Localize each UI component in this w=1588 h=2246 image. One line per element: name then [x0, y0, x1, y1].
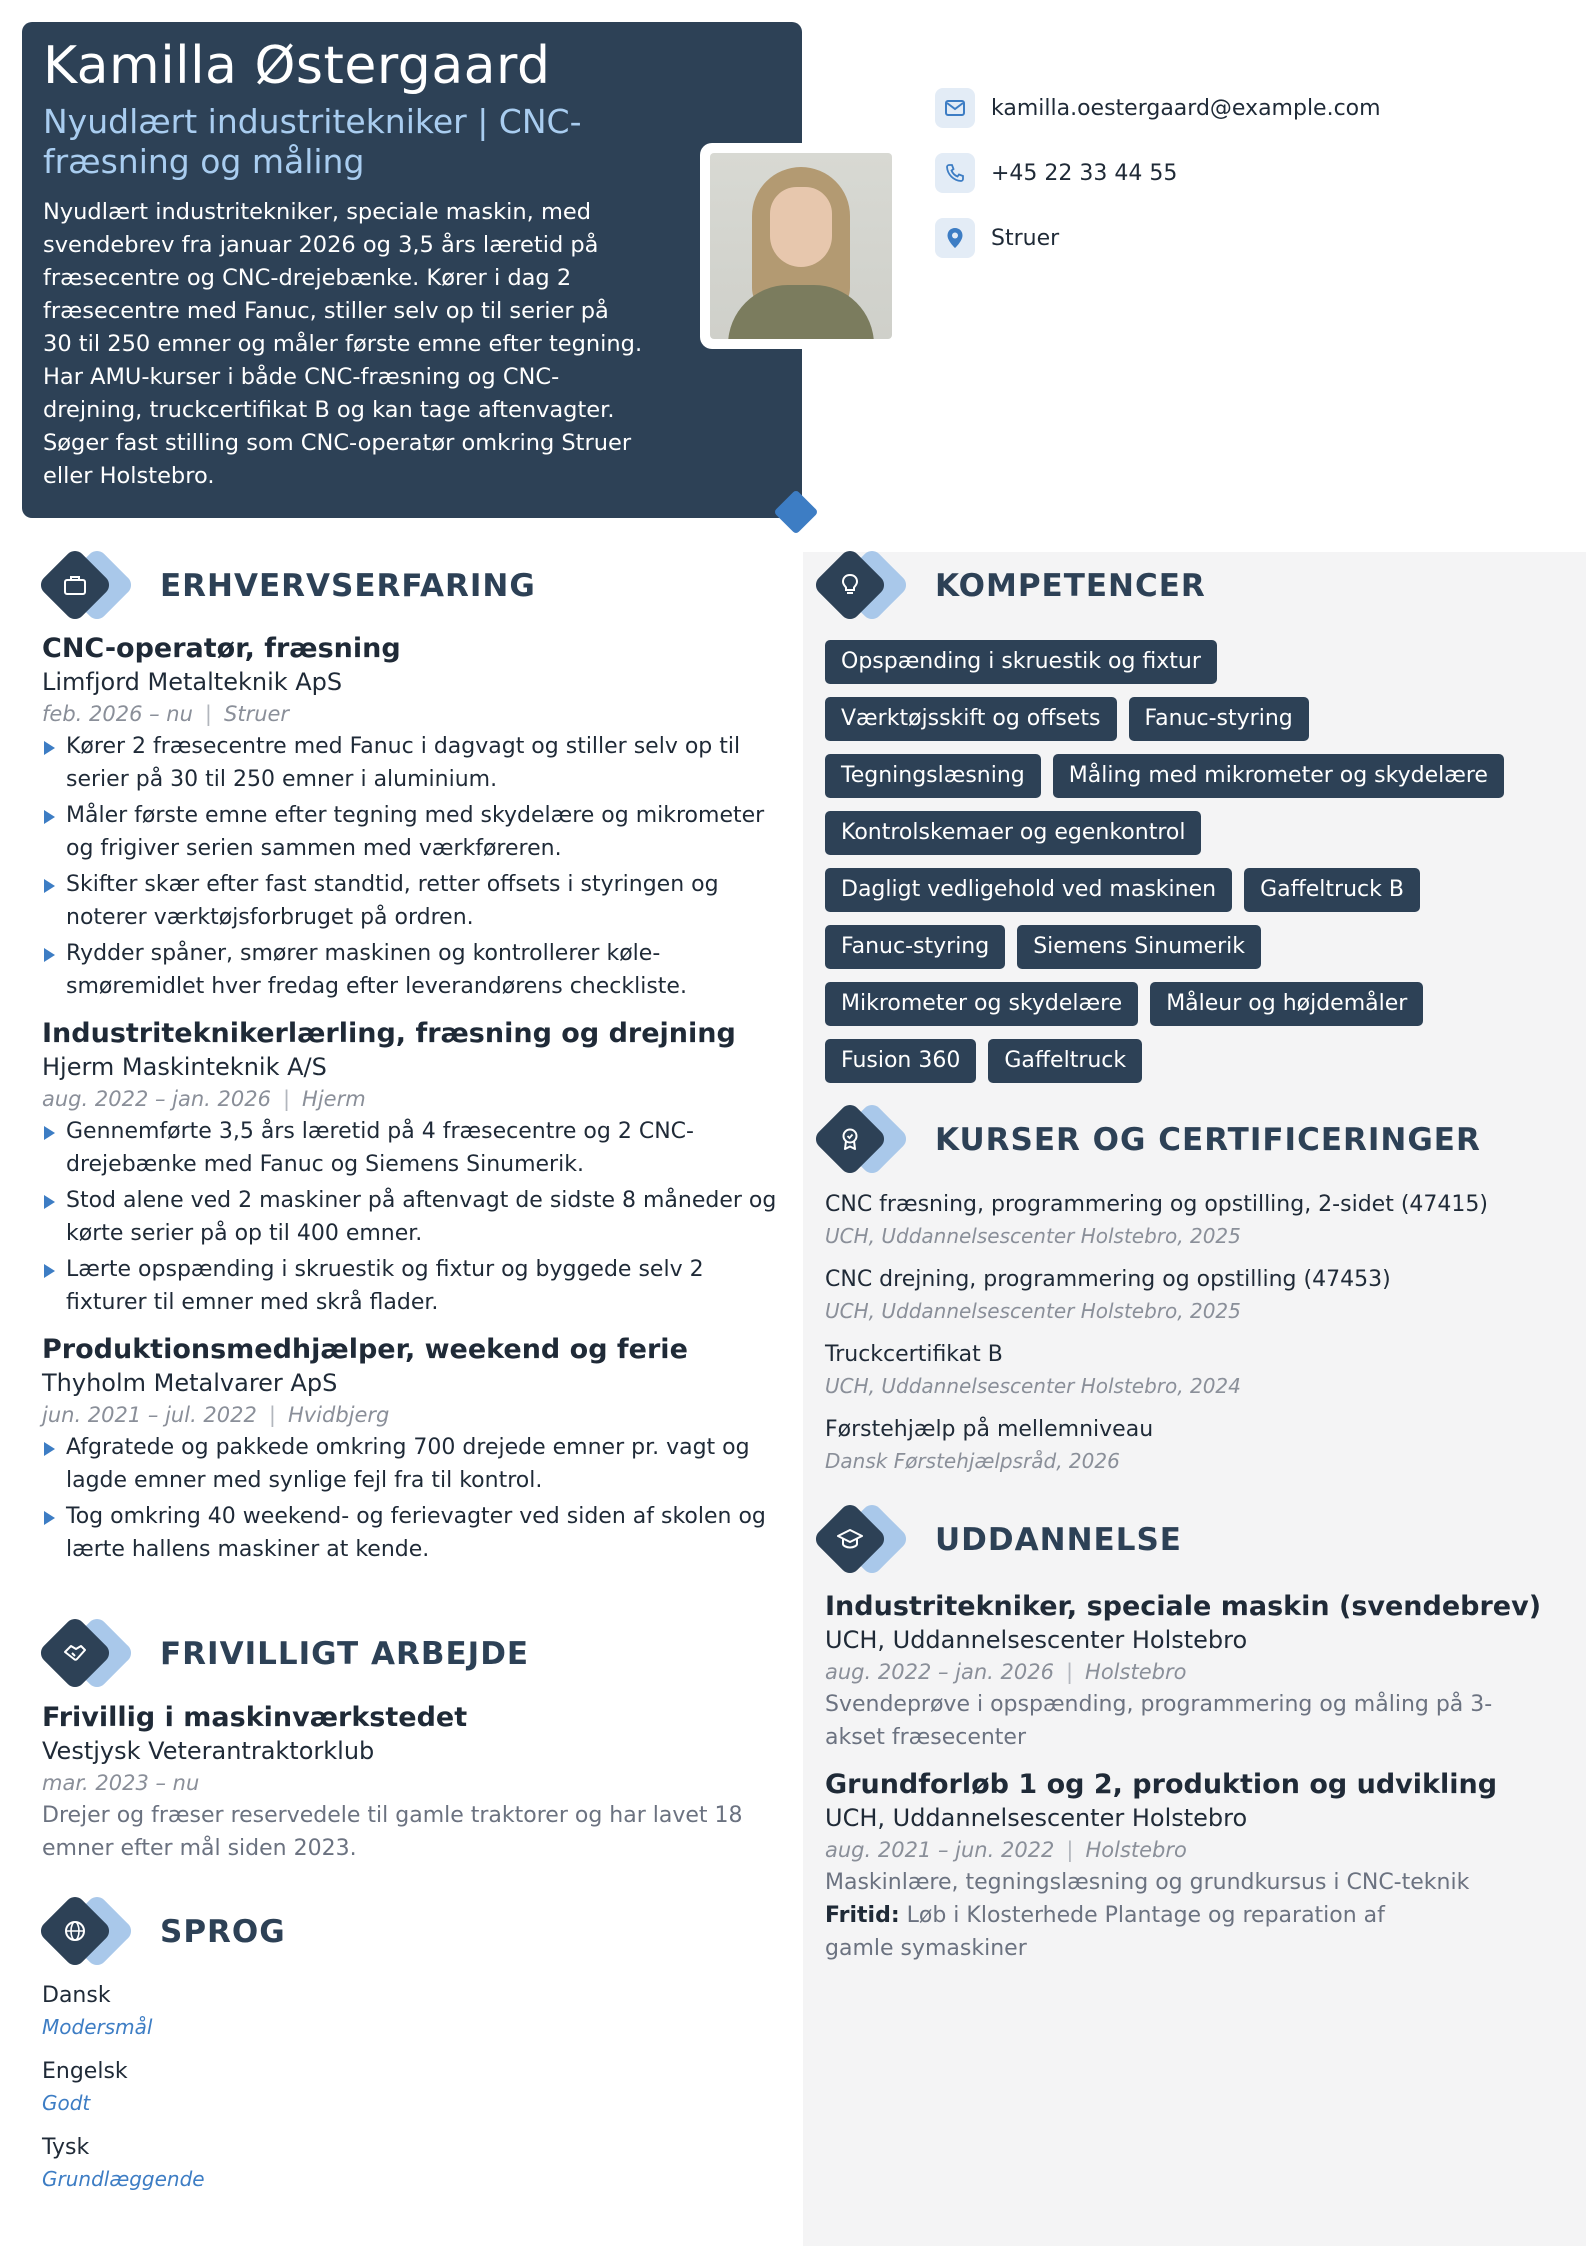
- profile-summary: Nyudlært industritekniker, speciale maskin, med svendebrev fra januar 2026 og 3,5 års læretid på fræsecentre og CNC-drejebænke. Kører i dag 2 fræsecentre med Fanuc, stiller selv op til serier på 30 til 250 emner og måler første emne efter tegning. Har AMU-kurser i både CNC-fræsning og CNC-drejning, truckcertifikat B og kan tage aftenvagter. Søger fast stilling som CNC-operatør omkring Struer eller Holstebro.: [43, 199, 643, 489]
- job-meta: jun. 2021 – jul. 2022 | Hvidbjerg: [42, 1403, 390, 1427]
- bullet-item: Stod alene ved 2 maskiner på aftenvagt de sidste 8 måneder og kørte serier på op til 400 emner.: [42, 1184, 777, 1250]
- courses-list: [825, 1189, 1565, 1489]
- skill-tag: Siemens Sinumerik: [1017, 925, 1261, 969]
- volunteer-title: Frivillig i maskinværkstedet: [42, 1702, 468, 1733]
- languages-list: [42, 1979, 777, 2207]
- school: UCH, Uddannelsescenter Holstebro: [825, 1626, 1248, 1654]
- education-meta: aug. 2022 – jan. 2026 | Holstebro: [825, 1660, 1187, 1684]
- employer: Limfjord Metalteknik ApS: [42, 668, 343, 696]
- lightbulb-icon: [837, 572, 863, 598]
- skill-tag: Fanuc-styring: [1129, 697, 1309, 741]
- education-list: [825, 1590, 1565, 1965]
- skills-tags: [825, 640, 1525, 1096]
- bullet-item: Afgratede og pakkede omkring 700 drejede emner pr. vagt og lagde emner med synlige fejl fra til kontrol.: [42, 1431, 777, 1497]
- job-meta: feb. 2026 – nu | Struer: [42, 702, 290, 726]
- skill-tag: Måling med mikrometer og skydelære: [1053, 754, 1504, 798]
- contact-location: [935, 218, 1381, 258]
- candidate-name: Kamilla Østergaard: [43, 36, 551, 96]
- school: UCH, Uddannelsescenter Holstebro: [825, 1804, 1248, 1832]
- education-description: Maskinlære, tegningslæsning og grundkursus i CNC-teknik: [825, 1870, 1470, 1895]
- globe-icon: [62, 1918, 88, 1944]
- bullet-item: Lærte opspænding i skruestik og fixtur og byggede selv 2 fixturer til emner med skrå flader.: [42, 1253, 777, 1319]
- skill-tag: Dagligt vedligehold ved maskinen: [825, 868, 1232, 912]
- contact-phone[interactable]: [935, 153, 1381, 193]
- email-text: kamilla.oestergaard@example.com: [991, 95, 1381, 121]
- bullet-item: Rydder spåner, smører maskinen og kontrollerer køle-smøremidlet hver fredag efter leverandørens checkliste.: [42, 937, 777, 1003]
- experience-entry: [42, 1017, 777, 1319]
- profile-photo: [710, 153, 892, 339]
- graduation-cap-icon: [837, 1526, 863, 1552]
- contact-email[interactable]: [935, 88, 1381, 128]
- skill-tag: Gaffeltruck B: [1244, 868, 1420, 912]
- phone-icon: [935, 153, 975, 193]
- skill-tag: Kontrolskemaer og egenkontrol: [825, 811, 1201, 855]
- handshake-icon: [62, 1640, 88, 1666]
- skill-tag: Værktøjsskift og offsets: [825, 697, 1117, 741]
- skill-tag: Måleur og højdemåler: [1150, 982, 1423, 1026]
- skill-tag: Gaffeltruck: [988, 1039, 1142, 1083]
- section-heading-languages: SPROG: [42, 1892, 286, 1972]
- degree-title: Grundforløb 1 og 2, produktion og udvikling: [825, 1769, 1498, 1800]
- job-title: Produktionsmedhjælper, weekend og ferie: [42, 1334, 688, 1365]
- section-heading-education: UDDANNELSE: [817, 1500, 1182, 1580]
- job-title: CNC-operatør, fræsning: [42, 633, 401, 664]
- job-meta: aug. 2022 – jan. 2026 | Hjerm: [42, 1087, 366, 1111]
- language-item: Tysk Grundlæggende: [42, 2135, 205, 2191]
- section-heading-volunteer: FRIVILLIGT ARBEJDE: [42, 1614, 529, 1694]
- job-bullets: [42, 1115, 777, 1319]
- education-extra: Fritid: Løb i Klosterhede Plantage og reparation af gamle symaskiner: [825, 1903, 1385, 1961]
- certificate-icon: [837, 1126, 863, 1152]
- section-heading-experience: ERHVERVSERFARING: [42, 546, 536, 626]
- course-item: CNC fræsning, programmering og opstilling, 2-sidet (47415) UCH, Uddannelsescenter Holstebro, 2025: [825, 1192, 1488, 1248]
- bullet-item: Skifter skær efter fast standtid, retter offsets i styringen og noterer værktøjsforbruget på ordren.: [42, 868, 777, 934]
- header-card: [22, 22, 802, 518]
- location-pin-icon: [935, 218, 975, 258]
- experience-entry: [42, 632, 777, 1003]
- bullet-item: Kører 2 fræsecentre med Fanuc i dagvagt og stiller selv op til serier på 30 til 250 emner i aluminium.: [42, 730, 777, 796]
- course-item: CNC drejning, programmering og opstilling (47453) UCH, Uddannelsescenter Holstebro, 2025: [825, 1267, 1391, 1323]
- job-bullets: [42, 730, 777, 1003]
- bullet-item: Måler første emne efter tegning med skydelære og mikrometer og frigiver serien sammen med værkføreren.: [42, 799, 777, 865]
- volunteer-description: Drejer og fræser reservedele til gamle traktorer og har lavet 18 emner efter mål siden 2023.: [42, 1803, 743, 1861]
- section-heading-courses: KURSER OG CERTIFICERINGER: [817, 1100, 1481, 1180]
- volunteer-date: mar. 2023 – nu: [42, 1771, 200, 1795]
- bullet-item: Gennemførte 3,5 års læretid på 4 fræsecentre og 2 CNC-drejebænke med Fanuc og Siemens Sinumerik.: [42, 1115, 777, 1181]
- degree-title: Industritekniker, speciale maskin (svendebrev): [825, 1591, 1542, 1622]
- skill-tag: Opspænding i skruestik og fixtur: [825, 640, 1217, 684]
- volunteer-org: Vestjysk Veterantraktorklub: [42, 1737, 375, 1765]
- skill-tag: Mikrometer og skydelære: [825, 982, 1138, 1026]
- skill-tag: Fusion 360: [825, 1039, 976, 1083]
- employer: Thyholm Metalvarer ApS: [42, 1369, 338, 1397]
- skill-tag: Tegningslæsning: [825, 754, 1041, 798]
- experience-list: [42, 632, 777, 1569]
- course-item: Førstehjælp på mellemniveau Dansk Førstehjælpsråd, 2026: [825, 1417, 1154, 1473]
- bullet-item: Tog omkring 40 weekend- og ferievagter ved siden af skolen og lærte hallens maskiner at kende.: [42, 1500, 777, 1566]
- mail-icon: [935, 88, 975, 128]
- profile-photo-frame: [700, 143, 902, 349]
- location-text: Struer: [991, 225, 1060, 251]
- volunteer-entry: [42, 1701, 777, 1865]
- skill-tag: Fanuc-styring: [825, 925, 1005, 969]
- job-title: Industriteknikerlærling, fræsning og drejning: [42, 1018, 736, 1049]
- education-entry: [825, 1768, 1565, 1965]
- education-meta: aug. 2021 – jun. 2022 | Holstebro: [825, 1838, 1187, 1862]
- education-description: Svendeprøve i opspænding, programmering og måling på 3-akset fræsecenter: [825, 1692, 1493, 1750]
- education-entry: [825, 1590, 1565, 1754]
- course-item: Truckcertifikat B UCH, Uddannelsescenter Holstebro, 2024: [825, 1342, 1241, 1398]
- job-bullets: [42, 1431, 777, 1566]
- language-item: Engelsk Godt: [42, 2059, 128, 2115]
- language-item: Dansk Modersmål: [42, 1983, 153, 2039]
- section-heading-skills: KOMPETENCER: [817, 546, 1206, 626]
- phone-text: +45 22 33 44 55: [991, 160, 1178, 186]
- experience-entry: [42, 1333, 777, 1566]
- employer: Hjerm Maskinteknik A/S: [42, 1053, 327, 1081]
- contact-list: [935, 88, 1381, 283]
- briefcase-icon: [62, 572, 88, 598]
- candidate-headline: Nyudlært industritekniker | CNC-fræsning og måling: [43, 102, 582, 181]
